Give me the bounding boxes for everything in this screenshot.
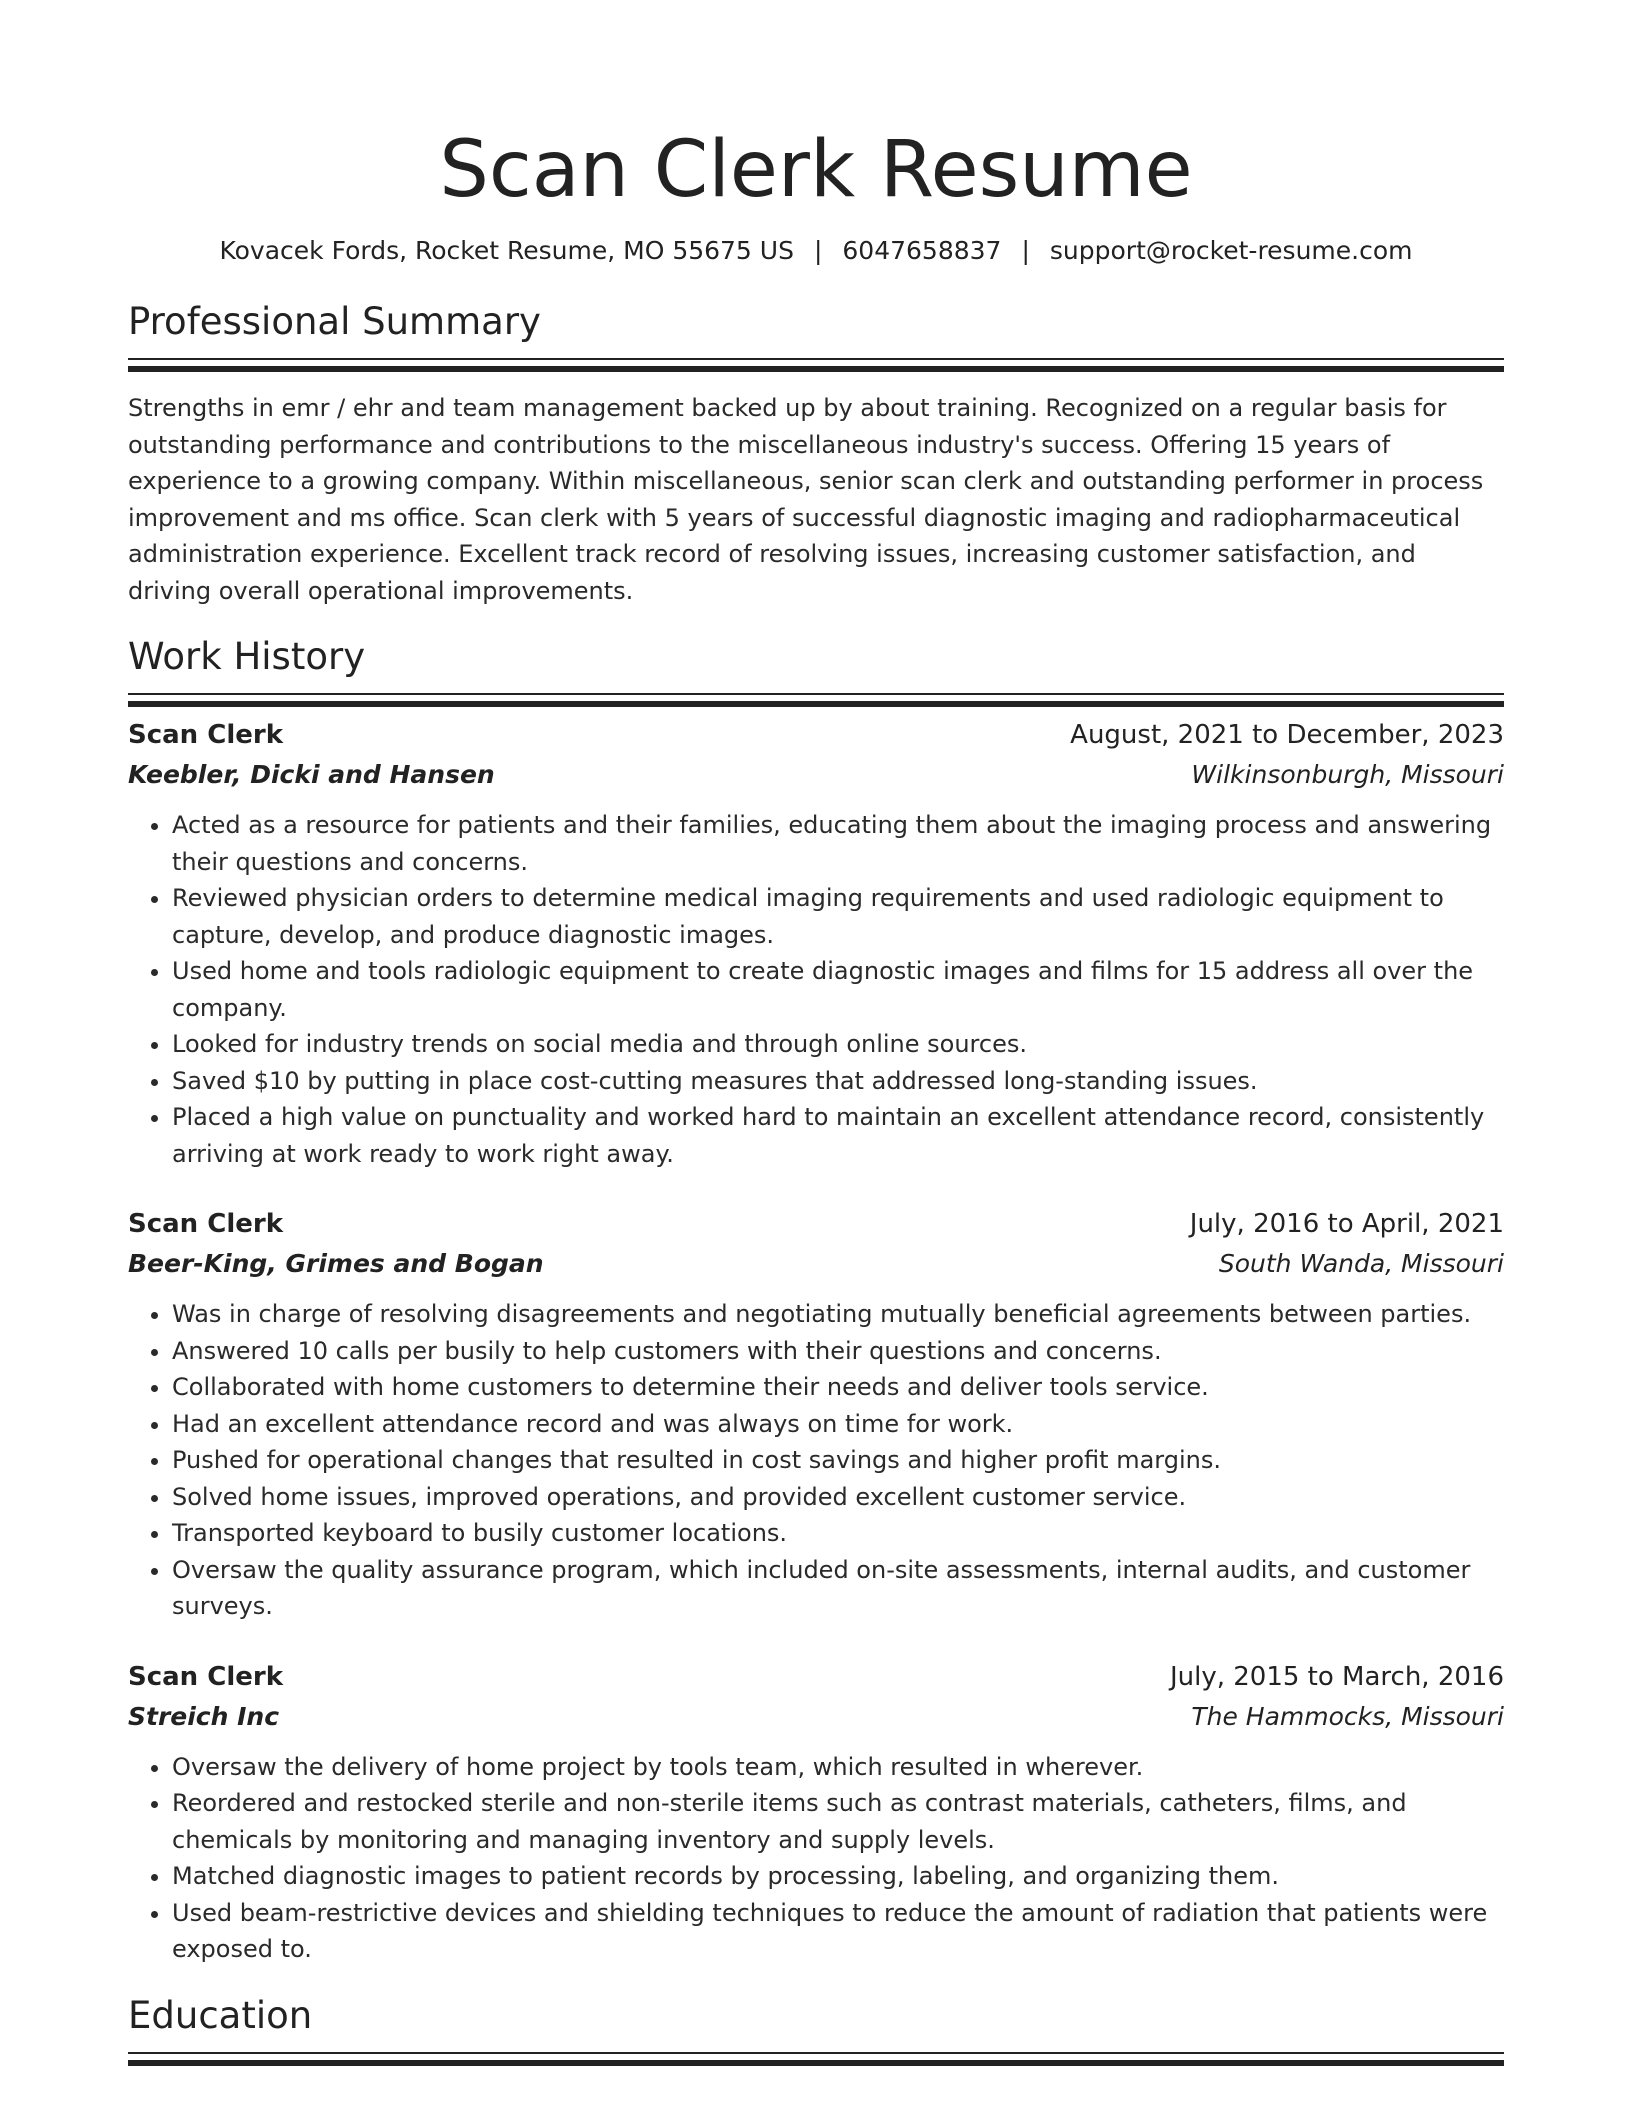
job-dates: August, 2021 to December, 2023 <box>1070 720 1504 750</box>
job-header-row <box>128 1657 1504 1697</box>
list-item: • Matched diagnostic images to patient records by processing, labeling, and organizing them. <box>172 1858 1504 1895</box>
job-entry <box>128 1204 1504 1625</box>
job-entry <box>128 715 1504 1172</box>
job-header-row <box>128 715 1504 755</box>
job-location: South Wanda, Missouri <box>1218 1249 1504 1278</box>
section-divider <box>128 2052 1504 2054</box>
job-entry <box>128 1657 1504 1968</box>
list-item: • Acted as a resource for patients and their families, educating them about the imaging process and answering their questions and concerns. <box>172 807 1504 880</box>
job-company: Beer-King, Grimes and Bogan <box>128 1249 544 1278</box>
job-header-row <box>128 1204 1504 1244</box>
job-company: Streich Inc <box>128 1701 280 1731</box>
list-item: • Solved home issues, improved operations, and provided excellent customer service. <box>172 1479 1504 1516</box>
list-item: • Oversaw the quality assurance program, which included on-site assessments, internal audits, and customer surveys. <box>172 1552 1504 1625</box>
list-item: • Oversaw the delivery of home project by tools team, which resulted in wherever. <box>172 1749 1504 1786</box>
education-section <box>128 1992 1504 2054</box>
contact-email: support@rocket-resume.com <box>1049 236 1413 265</box>
list-item: • Reviewed physician orders to determine medical imaging requirements and used radiologic equipment to capture, develop, and produce diagnostic images. <box>172 880 1504 953</box>
list-item: • Pushed for operational changes that resulted in cost savings and higher profit margins. <box>172 1442 1504 1479</box>
list-item: • Reordered and restocked sterile and non-sterile items such as contrast materials, catheters, films, and chemicals by monitoring and managing inventory and supply levels. <box>172 1785 1504 1858</box>
resume-page <box>128 0 1504 2054</box>
job-company-row <box>128 1244 1504 1284</box>
job-bullets <box>128 807 1504 1172</box>
job-company-row <box>128 755 1504 795</box>
summary-text: Strengths in emr / ehr and team management backed up by about training. Recognized on a regular basis for outstanding performance and contributions to the miscellaneous industry's success. Offering 15 years of experience to a growing company. Within miscellaneous, senior scan clerk and outstanding performer in process improvement and ms office. Scan clerk with 5 years of successful diagnostic imaging and radiopharmaceutical administration experience. Excellent track record of resolving issues, increasing customer satisfaction, and driving overall operational improvements. <box>128 394 1484 605</box>
contact-address: Kovacek Fords, Rocket Resume, MO 55675 US <box>219 236 794 265</box>
contact-separator: | <box>1021 236 1030 265</box>
list-item: • Saved $10 by putting in place cost-cutting measures that addressed long-standing issues. <box>172 1063 1504 1100</box>
summary-section <box>128 298 1504 609</box>
job-bullets <box>128 1296 1504 1625</box>
job-dates: July, 2015 to March, 2016 <box>1169 1661 1504 1692</box>
section-divider <box>128 693 1504 695</box>
work-history-section <box>128 633 1504 1968</box>
contact-separator: | <box>813 236 823 265</box>
job-location: Wilkinsonburgh, Missouri <box>1191 760 1504 789</box>
list-item: • Had an excellent attendance record and was always on time for work. <box>172 1406 1504 1443</box>
job-bullets <box>128 1749 1504 1968</box>
list-item: • Collaborated with home customers to determine their needs and deliver tools service. <box>172 1369 1504 1406</box>
section-title-summary: Professional Summary <box>128 300 541 343</box>
job-title: Scan Clerk <box>128 1209 283 1239</box>
list-item: • Looked for industry trends on social media and through online sources. <box>172 1026 1504 1063</box>
list-item: • Placed a high value on punctuality and worked hard to maintain an excellent attendance record, consistently arriving at work ready to work right away. <box>172 1099 1504 1172</box>
page-title: Scan Clerk Resume <box>439 125 1193 215</box>
job-company-row <box>128 1697 1504 1737</box>
section-divider <box>128 358 1504 360</box>
section-title-education: Education <box>128 1993 313 2037</box>
contact-phone: 6047658837 <box>842 236 1002 265</box>
list-item: • Answered 10 calls per busily to help customers with their questions and concerns. <box>172 1333 1504 1370</box>
list-item: • Used beam-restrictive devices and shielding techniques to reduce the amount of radiation that patients were exposed to. <box>172 1895 1504 1968</box>
section-title-work-history: Work History <box>128 635 366 678</box>
job-title: Scan Clerk <box>128 720 283 750</box>
job-title: Scan Clerk <box>128 1661 283 1692</box>
list-item: • Was in charge of resolving disagreements and negotiating mutually beneficial agreements between parties. <box>172 1296 1504 1333</box>
job-location: The Hammocks, Missouri <box>1191 1701 1504 1731</box>
job-company: Keebler, Dicki and Hansen <box>128 760 495 789</box>
list-item: • Used home and tools radiologic equipment to create diagnostic images and films for 15 address all over the company. <box>172 953 1504 1026</box>
job-dates: July, 2016 to April, 2021 <box>1189 1209 1504 1239</box>
list-item: • Transported keyboard to busily customer locations. <box>172 1515 1504 1552</box>
contact-line <box>128 234 1504 268</box>
